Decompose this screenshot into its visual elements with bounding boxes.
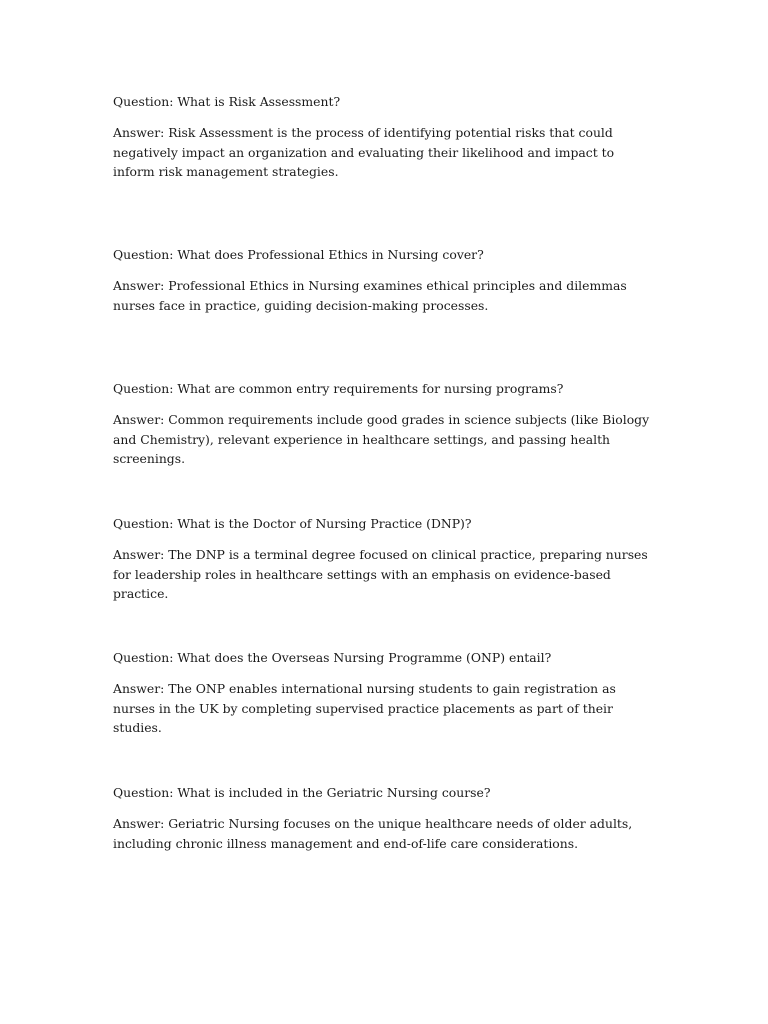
qa-block-entry-requirements xyxy=(113,379,658,469)
question-text: Question: What are common entry requirements for nursing programs? xyxy=(113,381,564,396)
qa-block-risk-assessment xyxy=(113,92,658,182)
qa-block-dnp xyxy=(113,514,658,604)
answer-text: Answer: The ONP enables international nursing students to gain registration as nurses in the UK by completing supervised practice placements as part of their studies. xyxy=(113,681,616,735)
question-text: Question: What does the Overseas Nursing Programme (ONP) entail? xyxy=(113,650,552,665)
question-text: Question: What is Risk Assessment? xyxy=(113,94,341,109)
answer-text: Answer: Common requirements include good grades in science subjects (like Biology and Chemistry), relevant experience in healthcare settings, and passing health screenings. xyxy=(113,412,650,466)
question-text: Question: What is the Doctor of Nursing Practice (DNP)? xyxy=(113,516,472,531)
answer-text: Answer: Professional Ethics in Nursing examines ethical principles and dilemmas nurses face in practice, guiding decision-making processes. xyxy=(113,278,627,313)
qa-block-onp xyxy=(113,648,658,738)
qa-block-geriatric-nursing xyxy=(113,783,658,853)
qa-block-professional-ethics xyxy=(113,245,658,315)
question-text: Question: What is included in the Geriatric Nursing course? xyxy=(113,785,491,800)
answer-text: Answer: Geriatric Nursing focuses on the unique healthcare needs of older adults, including chronic illness management and end-of-life care considerations. xyxy=(113,816,633,851)
answer-text: Answer: The DNP is a terminal degree focused on clinical practice, preparing nurses for leadership roles in healthcare settings with an emphasis on evidence-based practice. xyxy=(113,547,648,601)
question-text: Question: What does Professional Ethics in Nursing cover? xyxy=(113,247,484,262)
answer-text: Answer: Risk Assessment is the process of identifying potential risks that could negatively impact an organization and evaluating their likelihood and impact to inform risk management strategies. xyxy=(113,125,615,179)
